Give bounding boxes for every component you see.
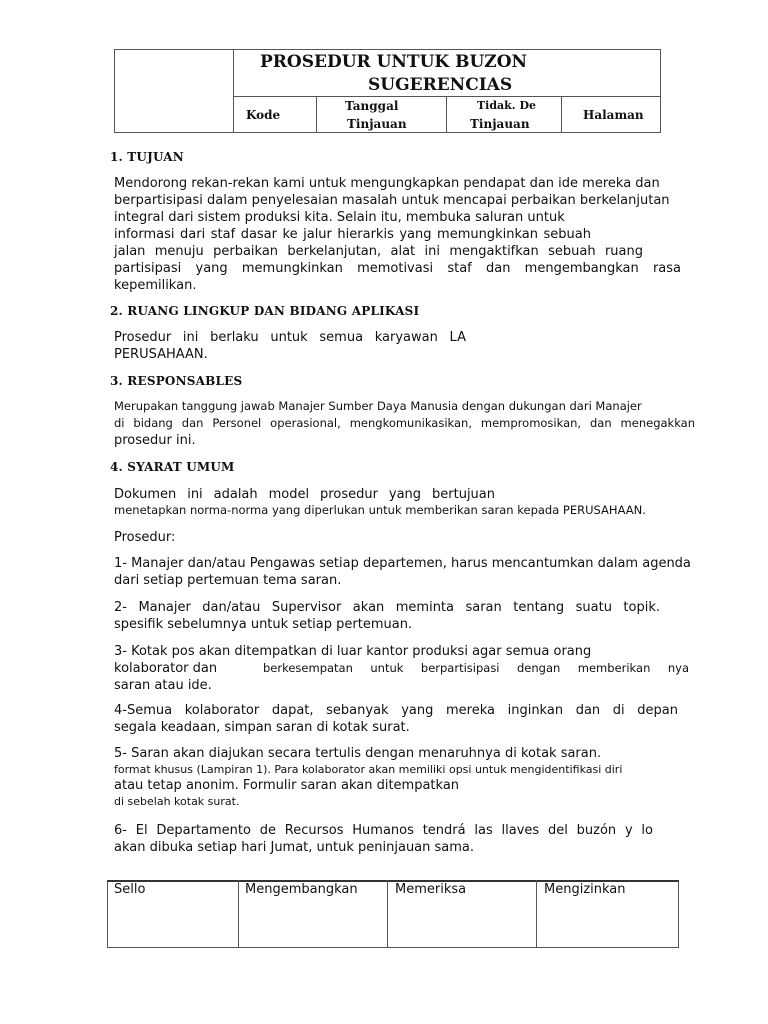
mengizinkan-cell bbox=[537, 880, 679, 948]
item5-line: atau tetap anonim. Formulir saran akan ditempatkan bbox=[114, 778, 460, 793]
s1-line: partisipasi yang memungkinkan memotivasi staf dan mengembangkan rasa bbox=[114, 261, 681, 276]
item2-line: 2- Manajer dan/atau Supervisor akan meminta saran tentang suatu topik. bbox=[114, 600, 660, 615]
item3-line: saran atau ide. bbox=[114, 678, 212, 693]
tidak-cell bbox=[447, 97, 562, 133]
sello-cell bbox=[107, 880, 239, 948]
section-1-body bbox=[114, 175, 694, 294]
section-2-body bbox=[114, 329, 466, 363]
s1-line: kepemilikan. bbox=[114, 278, 197, 293]
tanggal-label-2: Tinjauan bbox=[347, 117, 407, 131]
item3-line: 3- Kotak pos akan ditempatkan di luar kantor produksi agar semua orang bbox=[114, 644, 592, 659]
tidak-label-2: Tinjauan bbox=[470, 117, 530, 131]
s1-line: Mendorong rekan-rekan kami untuk mengungkapkan pendapat dan ide mereka dan bbox=[114, 176, 660, 191]
s2-line: Prosedur ini berlaku untuk semua karyawan LA bbox=[114, 330, 466, 345]
item1-line: dari setiap pertemuan tema saran. bbox=[114, 573, 342, 588]
item2-line: spesifik sebelumnya untuk setiap pertemuan. bbox=[114, 617, 413, 632]
mengembangkan-cell bbox=[239, 880, 388, 948]
procedure-item-2 bbox=[114, 599, 660, 633]
memeriksa-label: Memeriksa bbox=[395, 882, 467, 897]
section-2-heading: 2. RUANG LINGKUP DAN BIDANG APLIKASI bbox=[110, 304, 420, 318]
procedure-item-5 bbox=[114, 745, 622, 809]
halaman-label: Halaman bbox=[583, 108, 644, 122]
s3-line: prosedur ini. bbox=[114, 433, 196, 448]
item4-line: segala keadaan, simpan saran di kotak surat. bbox=[114, 720, 410, 735]
logo-cell bbox=[114, 49, 234, 133]
item1-line: 1- Manajer dan/atau Pengawas setiap departemen, harus mencantumkan dalam agenda bbox=[114, 556, 691, 571]
item3-line-part-a: kolaborator dan bbox=[114, 661, 218, 676]
section-3-body bbox=[114, 398, 695, 449]
item6-line: akan dibuka setiap hari Jumat, untuk peninjauan sama. bbox=[114, 840, 475, 855]
procedure-item-6 bbox=[114, 822, 653, 856]
title-line-2: SUGERENCIAS bbox=[368, 75, 513, 95]
s1-line: integral dari sistem produksi kita. Selain itu, membuka saluran untuk bbox=[114, 210, 565, 225]
s4-intro-1: Dokumen ini adalah model prosedur yang bertujuan bbox=[114, 487, 495, 502]
procedure-item-3 bbox=[114, 643, 689, 694]
prosedur-label: Prosedur: bbox=[114, 530, 176, 545]
mengizinkan-label: Mengizinkan bbox=[544, 882, 626, 897]
s2-line: PERUSAHAAN. bbox=[114, 347, 208, 362]
item6-line: 6- El Departamento de Recursos Humanos tendrá las llaves del buzón y lo bbox=[114, 823, 653, 838]
item5-line: format khusus (Lampiran 1). Para kolaborator akan memiliki opsi untuk mengidentifikasi diri bbox=[114, 763, 623, 776]
title-line-1: PROSEDUR UNTUK BUZON bbox=[260, 52, 528, 72]
kode-cell bbox=[234, 97, 317, 133]
s3-line: di bidang dan Personel operasional, mengkomunikasikan, mempromosikan, dan menegakkan bbox=[114, 416, 695, 430]
item5-line: di sebelah kotak surat. bbox=[114, 795, 240, 808]
item5-line: 5- Saran akan diajukan secara tertulis dengan menaruhnya di kotak saran. bbox=[114, 746, 602, 761]
kode-label: Kode bbox=[246, 108, 281, 122]
section-4-heading: 4. SYARAT UMUM bbox=[110, 460, 235, 474]
s1-line: berpartisipasi dalam penyelesaian masalah untuk mencapai perbaikan berkelanjutan bbox=[114, 193, 670, 208]
tidak-label-1: Tidak. De bbox=[477, 99, 537, 112]
tanggal-label-1: Tanggal bbox=[345, 99, 399, 113]
procedure-item-4 bbox=[114, 702, 678, 736]
section-3-heading: 3. RESPONSABLES bbox=[110, 374, 243, 388]
s3-line: Merupakan tanggung jawab Manajer Sumber Daya Manusia dengan dukungan dari Manajer bbox=[114, 399, 642, 413]
section-1-heading: 1. TUJUAN bbox=[110, 150, 184, 164]
mengembangkan-label: Mengembangkan bbox=[245, 882, 358, 897]
item4-line: 4-Semua kolaborator dapat, sebanyak yang mereka inginkan dan di depan bbox=[114, 703, 678, 718]
s4-intro-2: menetapkan norma-norma yang diperlukan untuk memberikan saran kepada PERUSAHAAN. bbox=[114, 503, 646, 517]
tanggal-cell bbox=[317, 97, 447, 133]
procedure-item-1 bbox=[114, 555, 691, 589]
document-title bbox=[234, 49, 661, 97]
memeriksa-cell bbox=[388, 880, 537, 948]
item3-line-part-b: berkesempatan untuk berpartisipasi dengan memberikan nya bbox=[263, 661, 689, 675]
s1-line: informasi dari staf dasar ke jalur hierarkis yang memungkinkan sebuah bbox=[114, 227, 591, 242]
s1-line: jalan menuju perbaikan berkelanjutan, alat ini mengaktifkan sebuah ruang bbox=[114, 244, 643, 259]
halaman-cell bbox=[562, 97, 661, 133]
sello-label: Sello bbox=[114, 882, 146, 897]
